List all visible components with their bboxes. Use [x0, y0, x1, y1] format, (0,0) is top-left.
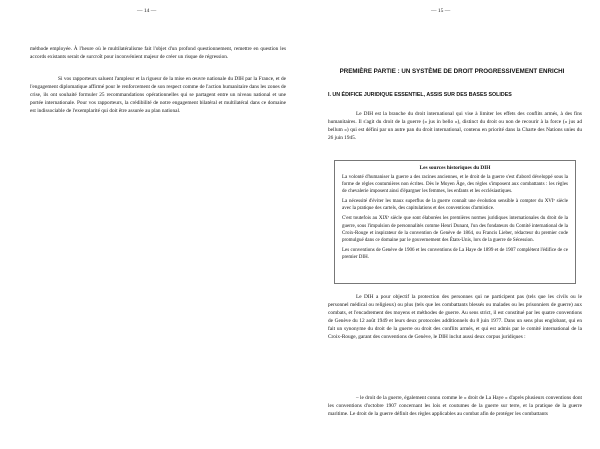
- section-title: I. UN ÉDIFICE JURIDIQUE ESSENTIEL, ASSIS SUR DES BASES SOLIDES: [328, 92, 512, 98]
- intro-paragraph: Le DIH est la branche du droit international qui vise à limiter les effets des conflits armés, à des fins humanitaires. Il s'agit du droit de la guerre (« jus in bello »), distinct du droit ou non de recourir à la force (« jus ad bellum ») qui est défini par un autre pan du droit international, contenu en priorité dans la Charte des Nations unies du 26 juin 1945.: [328, 111, 582, 142]
- right-page: [300, 0, 600, 449]
- box-paragraph: La volonté d'humaniser la guerre a des racines anciennes, et le droit de la guerre s'est d'abord développé sous la forme de règles coutumières non écrites. Dès le Moyen Âge, des règles s'imposent aux combattants : les règles de chevalerie imposent ainsi d'épargner les femmes, les enfants et les ecclésiastiques.: [342, 175, 568, 195]
- body-paragraph: Le DIH a pour objectif la protection des personnes qui ne participent pas (tels que les civils ou le personnel médical ou religieux) ou plus (tels que les combattants blessés ou malades ou les prisonniers de guerre) aux combats, et l'encadrement des moyens et méthodes de guerre. Au sens strict, il est constitué par les quatre conventions de Genève du 12 août 1949 et leurs deux protocoles additionnels du 8 juin 1977. Dans un sens plus englobant, qui en fait un synonyme du droit de la guerre ou droit des conflits armés, et qui est admis par le comité international de la Croix-Rouge, garant des conventions de Genève, le DIH inclut aussi deux corpus juridiques :: [328, 294, 582, 341]
- bullet-paragraph: – le droit de la guerre, également connu comme le « droit de La Haye » d'après plusieurs conventions dont les conventions d'octobre 1907 concernant les lois et coutumes de la guerre sur terre, et la pratique de la guerre maritime. Le droit de la guerre définit des règles applicables au combat afin de protéger les combattants: [328, 395, 582, 418]
- sources-box: [334, 160, 576, 284]
- page-number: — 14 —: [137, 8, 157, 14]
- paragraph: méthode employée. À l'heure où le multilatéralisme fait l'objet d'un profond questionnement, remettre en question les accords existants serait de surcroît pour inconvénient majeur de créer un risque de régression.: [30, 46, 286, 61]
- box-paragraph: La nécessité d'éviter les maux superflus de la guerre connaît une évolution sensible à compter du XVIᵉ siècle avec la pratique des cartels, des capitulations et des conventions d'armistice.: [342, 199, 568, 212]
- paragraph: Si vos rapporteurs saluent l'ampleur et la rigueur de la mise en œuvre nationale du DIH par la France, et de l'engagement diplomatique affirmé pour le renforcement de son respect comme de l'action humanitaire dans les zones de crise, ils ont souhaité formuler 25 recommandations opérationnelles qui se partagent entre un niveau national et une portée internationale. Pour vos rapporteurs, la crédibilité de notre engagement bilatéral et multilatéral dans ce domaine est indissociable de l'exemplarité qui doit être assurée au plan national.: [30, 76, 286, 115]
- box-paragraph: Les conventions de Genève de 1906 et les conventions de La Haye de 1899 et de 1907 complètent l'édifice de ce premier DIH.: [342, 247, 568, 260]
- part-title: PREMIÈRE PARTIE : UN SYSTÈME DE DROIT PROGRESSIVEMENT ENRICHI: [339, 68, 565, 75]
- page-number: — 15 —: [431, 8, 451, 14]
- box-title: Les sources historiques du DIH: [419, 165, 491, 171]
- box-paragraph: C'est toutefois au XIXᵉ siècle que sont élaborées les premières normes juridiques internationales du droit de la guerre, sous l'impulsion de personnalités comme Henri Dunant, l'un des fondateurs du Comité international de la Croix-Rouge et inspirateur de la convention de Genève de 1864, ou Francis Lieber, rédacteur du premier code promulgué dans ce domaine par le gouvernement des États-Unis, lors de la guerre de Sécession.: [342, 216, 568, 243]
